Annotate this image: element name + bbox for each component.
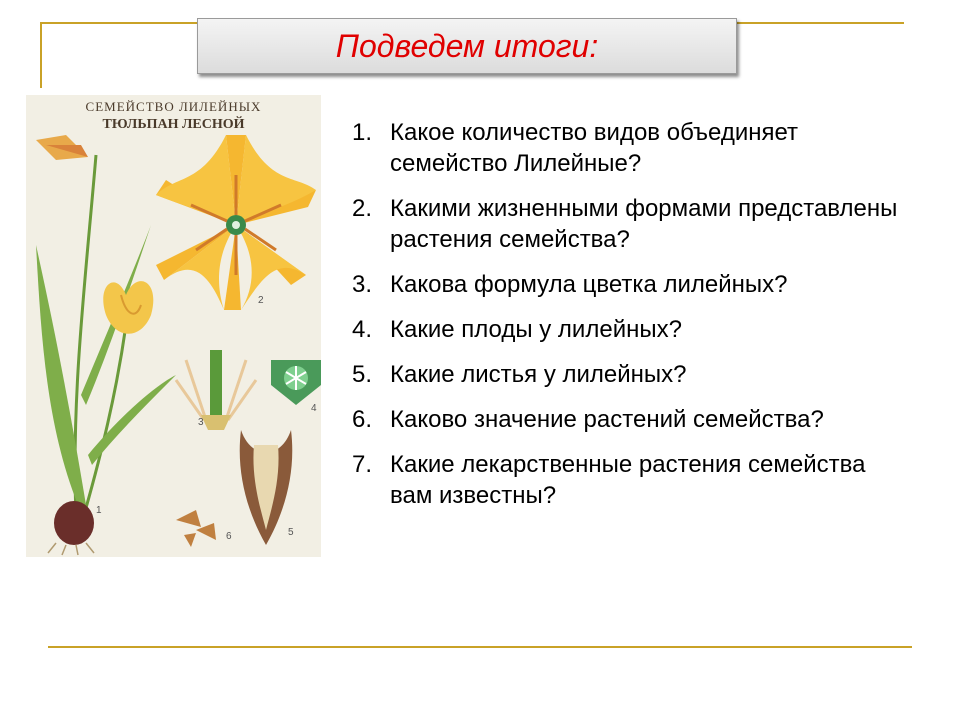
poster-figure-number: 4: [311, 403, 317, 414]
poster-figure-number: 3: [198, 417, 204, 428]
title-box: [197, 18, 737, 74]
question-text: Какие плоды у лилейных?: [390, 316, 682, 343]
slide-title: Подведем итоги:: [335, 27, 599, 64]
poster-heading-family: СЕМЕЙСТВО ЛИЛЕЙНЫХ: [85, 99, 262, 114]
question-text: Каково значение растений семейства?: [390, 406, 824, 433]
list-item: [352, 359, 912, 390]
question-number: 1.: [352, 119, 373, 146]
list-item: [352, 314, 912, 345]
list-item: [352, 117, 912, 179]
question-list: [352, 117, 912, 525]
poster-figure-number: 6: [226, 531, 232, 542]
poster-figure-number: 2: [258, 295, 264, 306]
bottom-rule: [48, 646, 912, 648]
list-item: [352, 449, 912, 511]
poster-figure-number: 5: [288, 527, 294, 538]
question-text: Какова формула цветка лилейных?: [390, 271, 788, 298]
question-text: Какое количество видов объединяет семейство Лилейные?: [390, 119, 799, 177]
question-number: 7.: [352, 451, 373, 478]
question-number: 6.: [352, 406, 373, 433]
list-item: [352, 269, 912, 300]
question-number: 2.: [352, 195, 373, 222]
left-rule: [40, 22, 42, 88]
question-number: 3.: [352, 271, 373, 298]
list-item: [352, 404, 912, 435]
question-text: Какие лекарственные растения семейства вам известны?: [390, 451, 866, 509]
poster-figure-number: 1: [96, 505, 102, 516]
tulip-illustration: [26, 95, 321, 557]
question-number: 4.: [352, 316, 373, 343]
poster-heading-species: ТЮЛЬПАН ЛЕСНОЙ: [102, 117, 245, 132]
list-item: [352, 193, 912, 255]
question-text: Какими жизненными формами представлены растения семейства?: [390, 195, 898, 253]
question-text: Какие листья у лилейных?: [390, 361, 687, 388]
question-number: 5.: [352, 361, 373, 388]
tulip-poster-image: [26, 95, 321, 557]
